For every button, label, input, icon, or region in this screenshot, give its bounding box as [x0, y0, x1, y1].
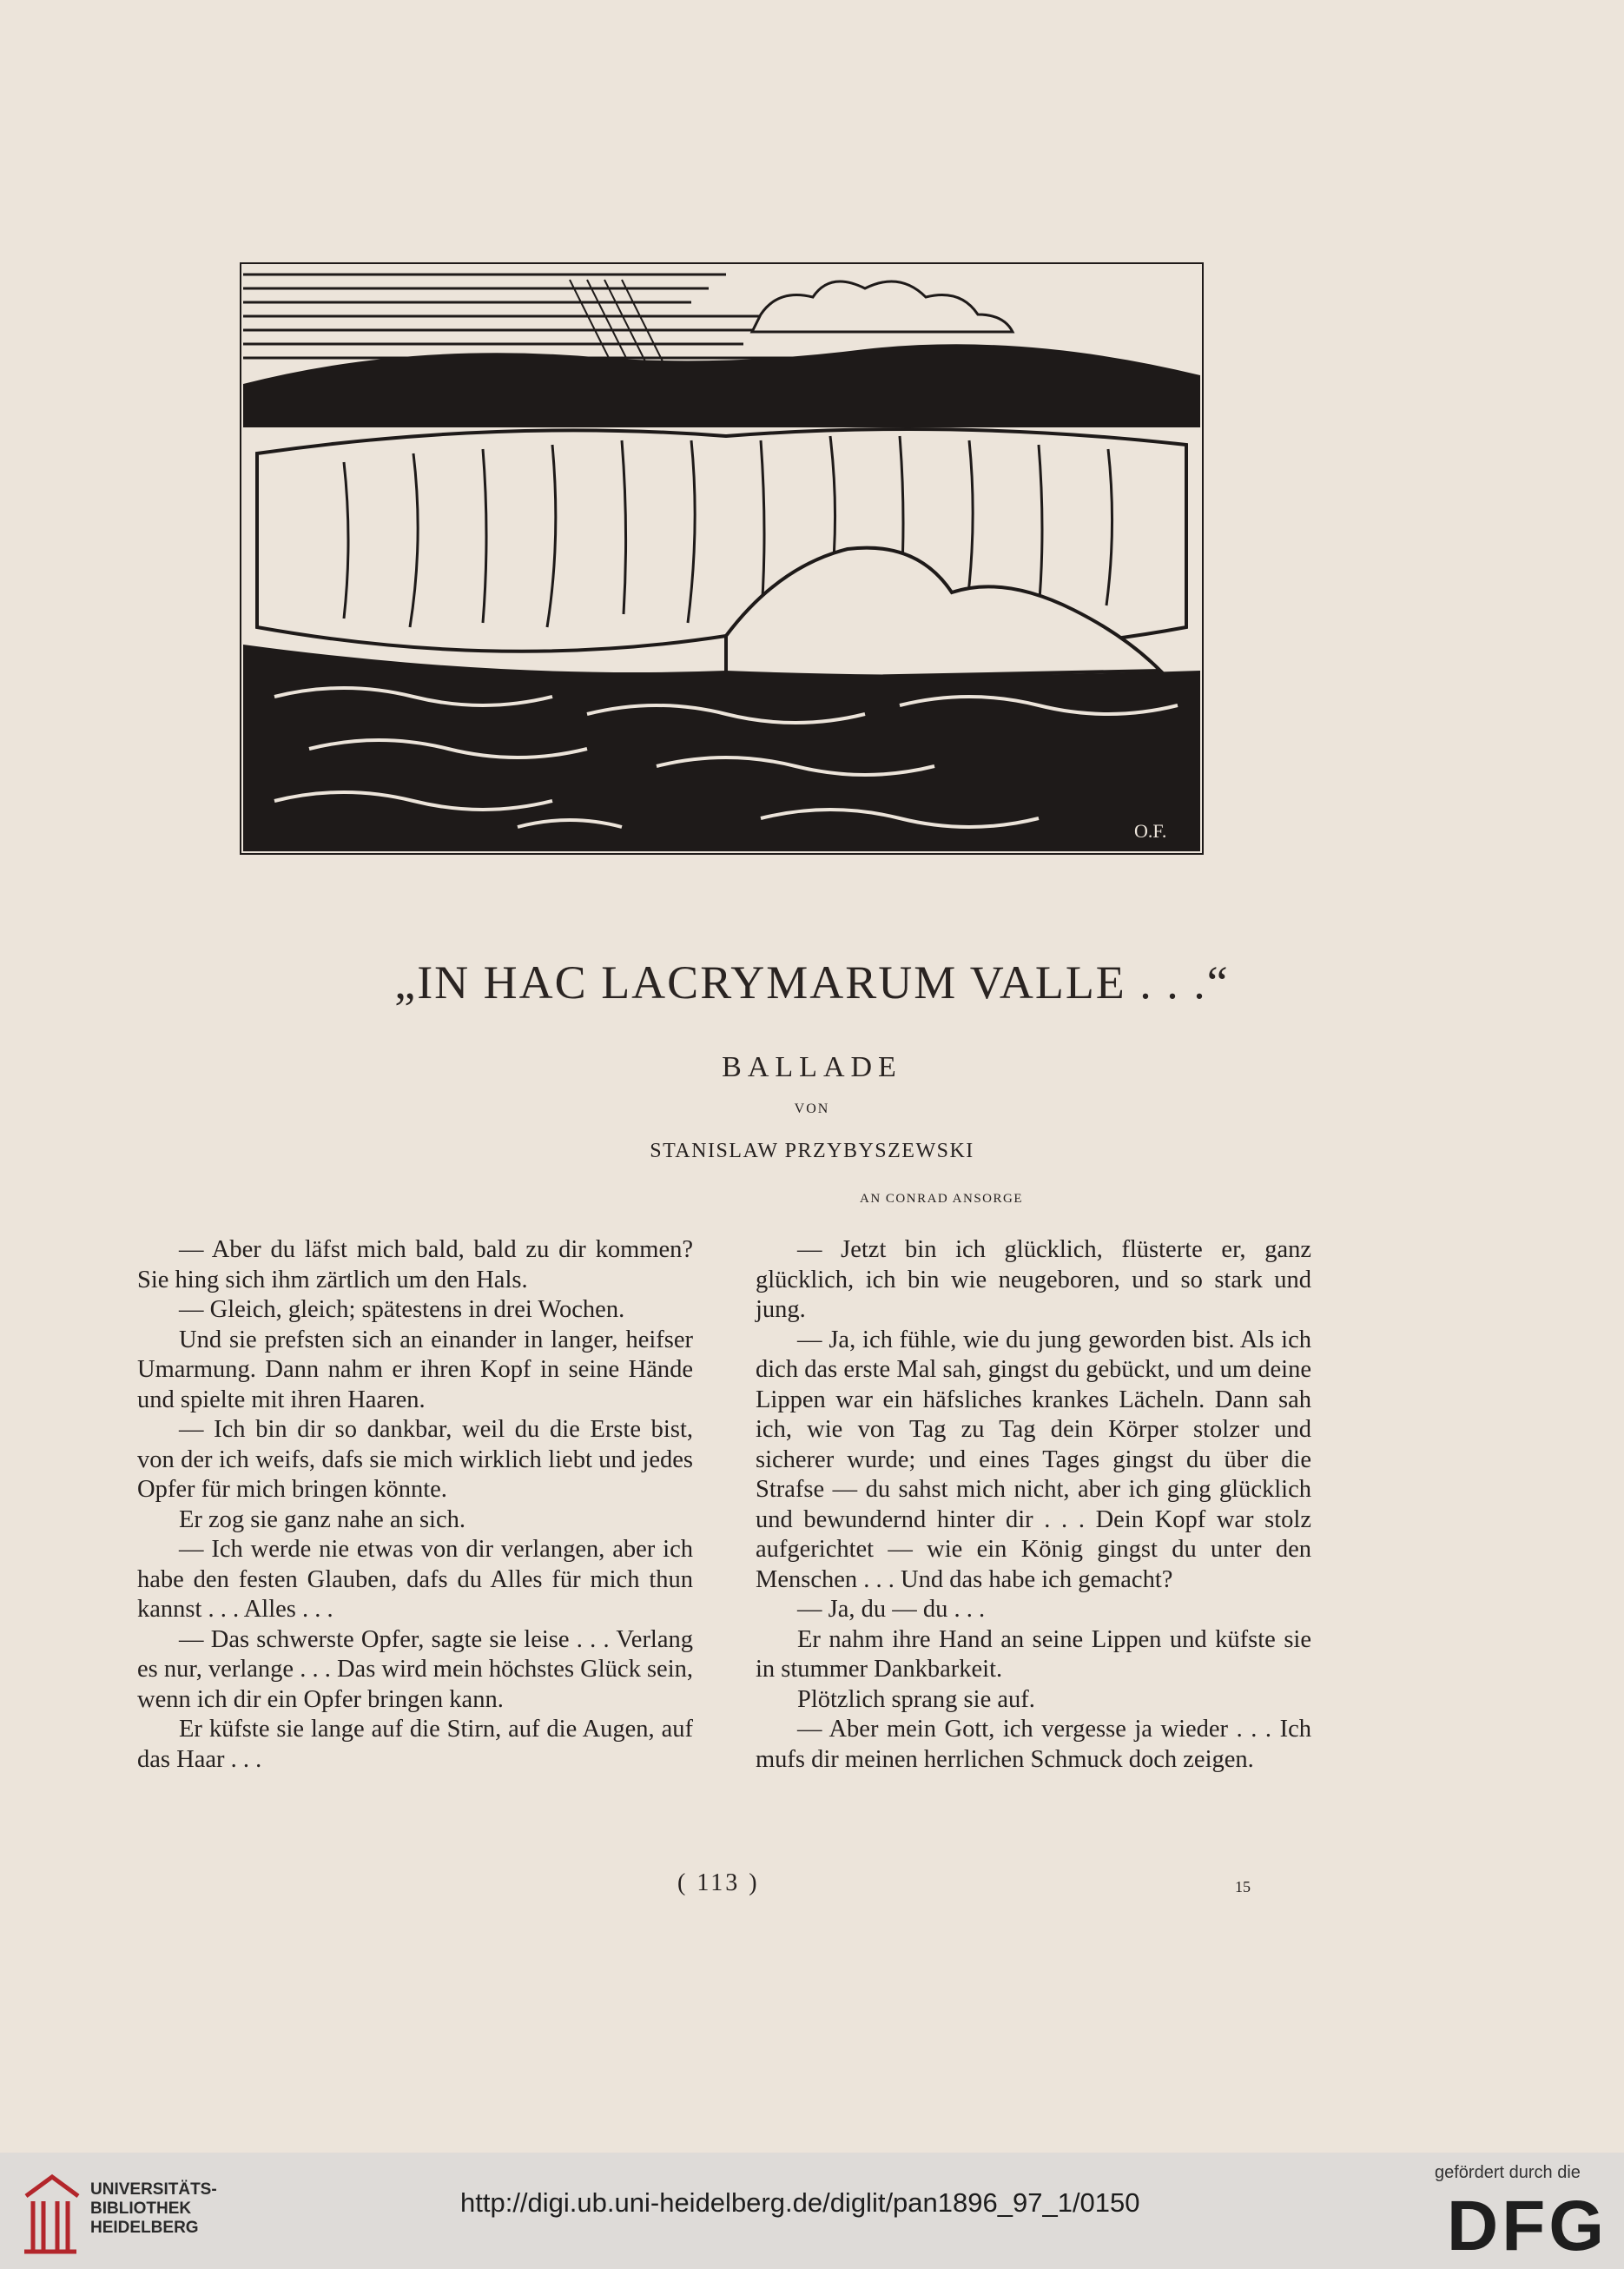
paragraph: Er nahm ihre Hand an seine Lippen und küfste sie in stummer Dankbarkeit. — [756, 1625, 1311, 1683]
paragraph: — Das schwerste Opfer, sagte sie leise . . . Verlang es nur, verlange . . . Das wird mein höchstes Glück sein, wenn ich dir ein Opfer bringen kann. — [137, 1625, 693, 1713]
article-title: „IN HAC LACRYMARUM VALLE . . .“ — [394, 956, 1230, 1009]
paragraph: — Jetzt bin ich glücklich, flüsterte er, ganz glücklich, ich bin wie neugeboren, und so stark und jung. — [756, 1236, 1311, 1323]
university-library-logo-icon — [17, 2170, 83, 2257]
woodcut-image — [240, 262, 1204, 855]
signature-mark: 15 — [1235, 1878, 1251, 1895]
text-column-left — [137, 1235, 693, 1775]
dedication: AN CONRAD ANSORGE — [860, 1192, 1024, 1206]
paragraph: Er zog sie ganz nahe an sich. — [179, 1505, 465, 1533]
byline-von: VON — [794, 1101, 830, 1116]
page-number: ( 113 ) — [677, 1869, 760, 1896]
paragraph: — Ja, ich fühle, wie du jung geworden bist. Als ich dich das erste Mal sah, gingst du gebückt, und um deine Lippen war ein häfsliches krankes Lächeln. Dann sah ich, wie von Tag zu Tag dein Körper stolzer und sicherer wurde; und eines Tages gingst du über die Strafse — du sahst mich nicht, aber ich ging glücklich und bewundernd hinter dir . . . Dein Kopf war stolz aufgerichtet — wie ein König gingst du unter den Menschen . . . Und das habe ich gemacht? — [756, 1326, 1311, 1593]
dfg-logo: DFG — [1447, 2186, 1608, 2266]
paragraph: — Gleich, gleich; spätestens in drei Wochen. — [179, 1296, 625, 1323]
paragraph: — Ich werde nie etwas von dir verlangen, aber ich habe den festen Glauben, dafs du Alles für mich thun kannst . . . Alles . . . — [137, 1536, 693, 1623]
artist-monogram: O.F. — [1134, 820, 1167, 842]
paragraph: — Ich bin dir so dankbar, weil du die Erste bist, von der ich weifs, dafs sie mich wirklich liebt und jedes Opfer für mich bringen könnte. — [137, 1416, 693, 1503]
paragraph: Er küfste sie lange auf die Stirn, auf die Augen, auf das Haar . . . — [137, 1716, 693, 1773]
funding-label: gefördert durch die — [1435, 2163, 1581, 2182]
text-column-right — [756, 1235, 1311, 1775]
article-subtitle: BALLADE — [722, 1051, 902, 1083]
paragraph: Plötzlich sprang sie auf. — [797, 1685, 1035, 1713]
paragraph: — Ja, du — du . . . — [797, 1596, 986, 1623]
paragraph: — Aber mein Gott, ich vergesse ja wieder . . . Ich mufs dir meinen herrlichen Schmuck doch zeigen. — [756, 1716, 1311, 1773]
paragraph: — Aber du läfst mich bald, bald zu dir kommen? Sie hing sich ihm zärtlich um den Hals. — [137, 1236, 693, 1293]
viewer-footer-bar — [0, 2153, 1624, 2269]
waterfall-woodcut-illustration — [240, 262, 1204, 855]
paragraph: Und sie prefsten sich an einander in langer, heifser Umarmung. Dann nahm er ihren Kopf in seine Hände und spielte mit ihren Haaren. — [137, 1326, 693, 1413]
permalink-url[interactable]: http://digi.ub.uni-heidelberg.de/diglit/pan1896_97_1/0150 — [460, 2187, 1140, 2218]
water-pool — [243, 645, 1200, 851]
author-name: STANISLAW PRZYBYSZEWSKI — [650, 1140, 974, 1162]
institution-name: UNIVERSITÄTS- BIBLIOTHEK HEIDELBERG — [90, 2180, 217, 2237]
